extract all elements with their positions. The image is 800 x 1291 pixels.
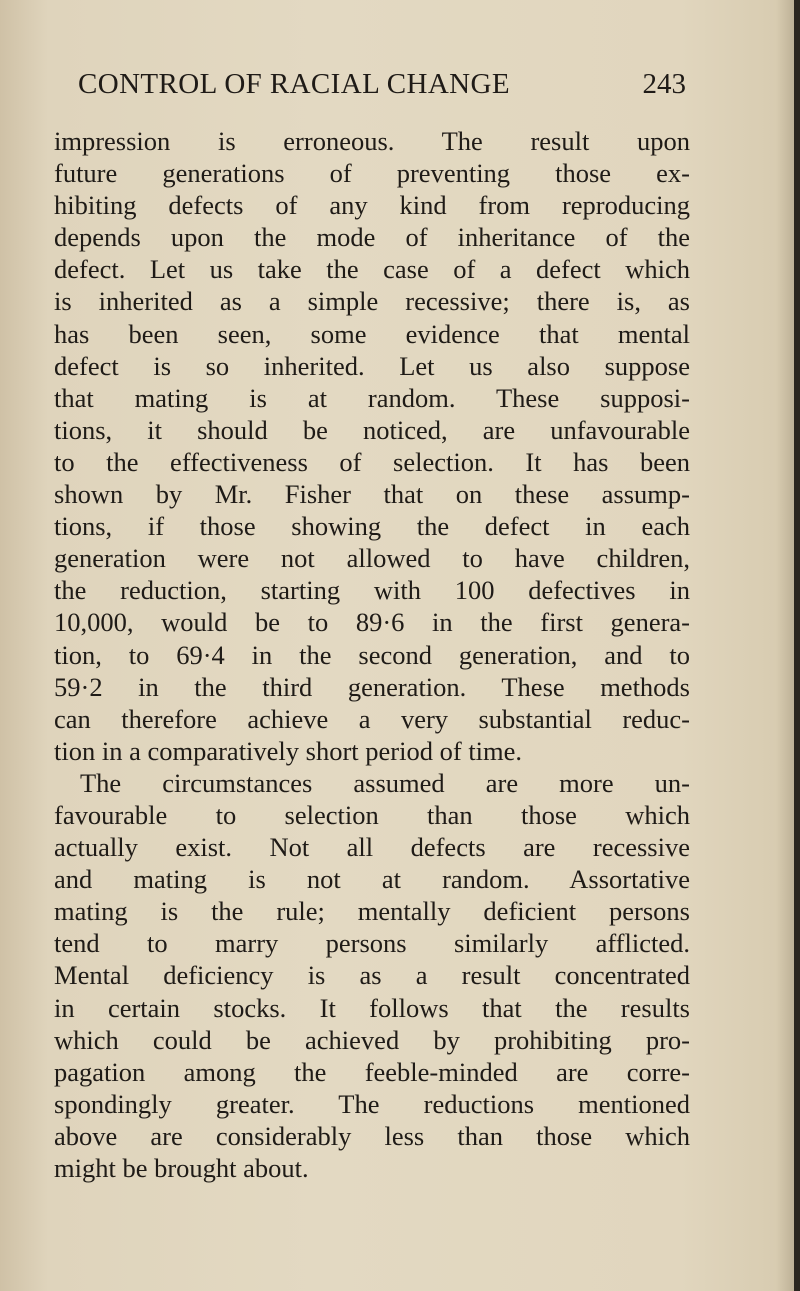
running-head: CONTROL OF RACIAL CHANGE bbox=[78, 68, 510, 100]
text-line: in certain stocks. It follows that the results bbox=[54, 992, 690, 1023]
text-line: tion, to 69·4 in the second generation, and to bbox=[54, 639, 690, 670]
text-line: shown by Mr. Fisher that on these assump- bbox=[54, 479, 690, 510]
text-line: 10,000, would be to 89·6 in the first genera- bbox=[54, 607, 690, 638]
text-line: might be brought about. bbox=[54, 1153, 309, 1183]
text-line: has been seen, some evidence that mental bbox=[54, 318, 690, 349]
text-line: depends upon the mode of inheritance of the bbox=[54, 222, 690, 253]
text-line: mating is the rule; mentally deficient persons bbox=[54, 896, 690, 927]
text-line: Mental deficiency is as a result concentrated bbox=[54, 960, 690, 991]
page-number: 243 bbox=[642, 68, 686, 100]
text-line: tions, it should be noticed, are unfavourable bbox=[54, 414, 690, 445]
text-line: pagation among the feeble-minded are corre- bbox=[54, 1056, 690, 1087]
text-line: the reduction, starting with 100 defectives in bbox=[54, 575, 690, 606]
text-line: is inherited as a simple recessive; there is, as bbox=[54, 286, 690, 317]
page-edge-shadow bbox=[794, 0, 800, 1291]
text-line: can therefore achieve a very substantial reduc- bbox=[54, 703, 690, 734]
text-line: spondingly greater. The reductions mentioned bbox=[54, 1088, 690, 1119]
text-line: actually exist. Not all defects are recessive bbox=[54, 832, 690, 863]
text-line: and mating is not at random. Assortative bbox=[54, 864, 690, 895]
text-line: that mating is at random. These supposi- bbox=[54, 382, 690, 413]
text-line: impression is erroneous. The result upon bbox=[54, 126, 690, 156]
text-line: which could be achieved by prohibiting pro- bbox=[54, 1024, 690, 1055]
text-line: to the effectiveness of selection. It has been bbox=[54, 446, 690, 477]
text-line: tion in a comparatively short period of time. bbox=[54, 735, 523, 766]
body-text bbox=[54, 125, 690, 1184]
text-line: tend to marry persons similarly afflicted. bbox=[54, 928, 690, 959]
text-line: above are considerably less than those which bbox=[54, 1120, 690, 1151]
text-line: defect. Let us take the case of a defect which bbox=[54, 254, 690, 285]
paragraph-start-line: The circumstances assumed are more un- bbox=[80, 767, 690, 798]
text-line: hibiting defects of any kind from reproducing bbox=[54, 190, 690, 221]
text-line: tions, if those showing the defect in each bbox=[54, 511, 690, 542]
page-header bbox=[78, 68, 690, 112]
text-line: generation were not allowed to have children, bbox=[54, 543, 690, 574]
text-line: 59·2 in the third generation. These methods bbox=[54, 671, 690, 702]
text-line: defect is so inherited. Let us also suppose bbox=[54, 350, 690, 381]
text-line: future generations of preventing those ex- bbox=[54, 158, 690, 189]
text-line: favourable to selection than those which bbox=[54, 799, 690, 830]
